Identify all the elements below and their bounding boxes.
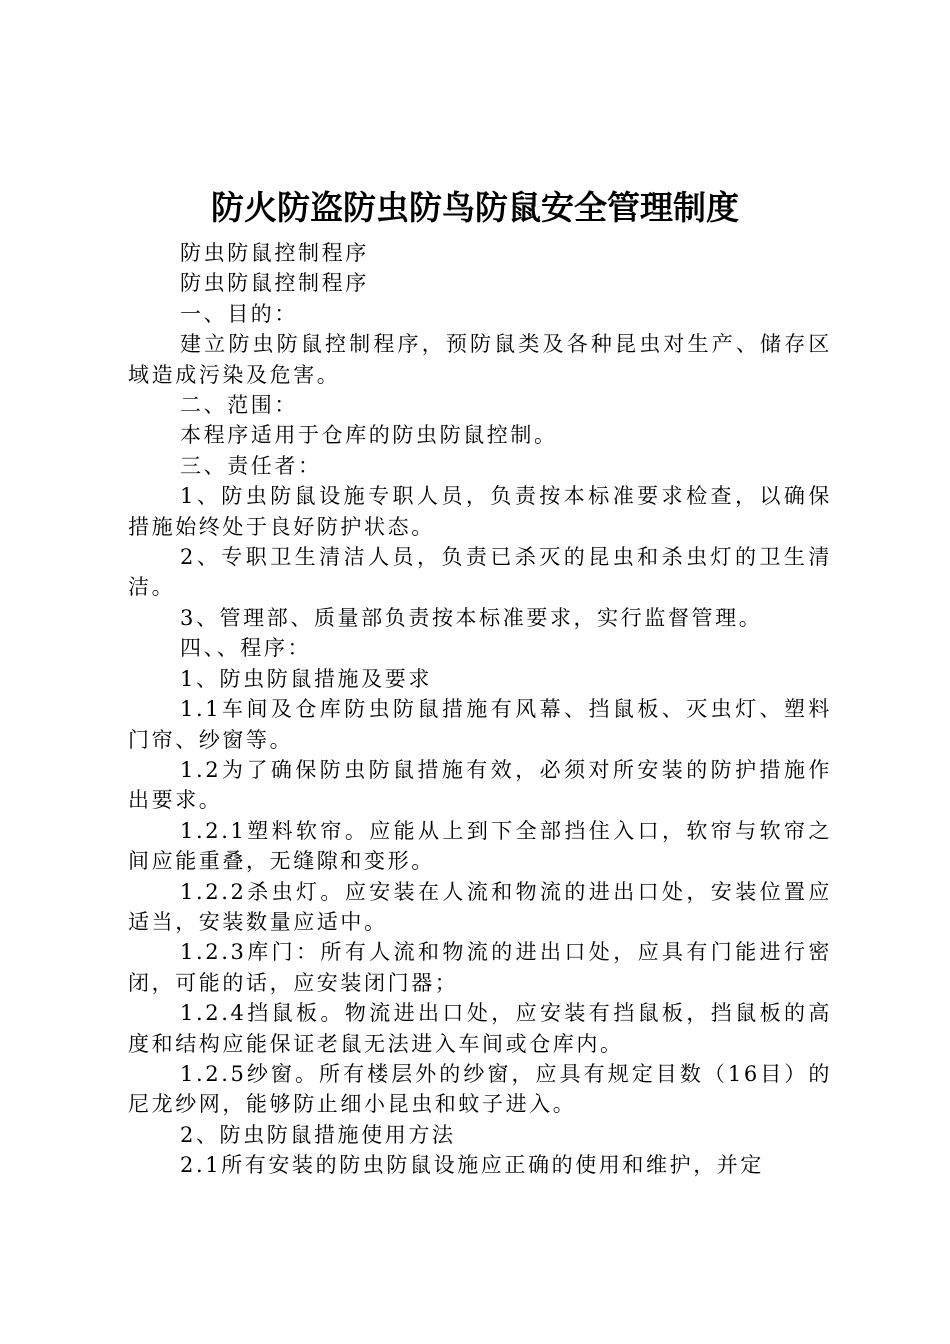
procedure-item-1-2-4: 1.2.4挡鼠板。物流进出口处，应安装有挡鼠板，挡鼠板的高度和结构应能保证老鼠无法进入车间或仓库内。 (128, 1001, 832, 1056)
procedure-item-1-2: 1.2为了确保防虫防鼠措施有效，必须对所安装的防护措施作出要求。 (128, 757, 832, 813)
section-scope-heading: 二、范围： (180, 393, 298, 418)
procedure-item-1-2-5: 1.2.5纱窗。所有楼层外的纱窗，应具有规定目数（16目）的尼龙纱网，能够防止细小昆虫和蚊子进入。 (128, 1061, 832, 1117)
section-procedure-heading: 四、、程序： (180, 636, 312, 661)
procedure-item-2: 2、防虫防鼠措施使用方法 (180, 1122, 456, 1147)
procedure-item-2-1: 2.1所有安装的防虫防鼠设施应正确的使用和维护，并定 (180, 1153, 764, 1178)
procedure-item-1-1: 1.1车间及仓库防虫防鼠措施有风幕、挡鼠板、灭虫灯、塑料门帘、纱窗等。 (128, 697, 832, 752)
section-purpose-heading: 一、目的： (180, 301, 298, 326)
section-purpose-text: 建立防虫防鼠控制程序，预防鼠类及各种昆虫对生产、储存区域造成污染及危害。 (128, 332, 832, 387)
responsible-item-3: 3、管理部、质量部负责按本标准要求，实行监督管理。 (180, 605, 763, 630)
section-scope-text: 本程序适用于仓库的防虫防鼠控制。 (180, 423, 558, 448)
section-responsible-heading: 三、责任者： (180, 453, 322, 478)
procedure-item-1-2-3: 1.2.3库门：所有人流和物流的进出口处，应具有门能进行密闭，可能的话，应安装闭门器； (128, 940, 832, 995)
document-title: 防火防盗防虫防鸟防鼠安全管理制度 (211, 188, 739, 227)
document-body (128, 238, 832, 1181)
paragraph-heading-1: 防虫防鼠控制程序 (180, 241, 369, 265)
procedure-item-1-2-2: 1.2.2杀虫灯。应安装在人流和物流的进出口处，安装位置应适当，安装数量应适中。 (128, 879, 832, 934)
responsible-item-1: 1、防虫防鼠设施专职人员，负责按本标准要求检查，以确保措施始终处于良好防护状态。 (128, 484, 832, 539)
paragraph-heading-2: 防虫防鼠控制程序 (180, 271, 369, 296)
procedure-item-1: 1、防虫防鼠措施及要求 (180, 666, 432, 691)
procedure-item-1-2-1: 1.2.1塑料软帘。应能从上到下全部挡住入口，软帘与软帘之间应能重叠，无缝隙和变形。 (128, 818, 832, 874)
responsible-item-2: 2、专职卫生清洁人员，负责已杀灭的昆虫和杀虫灯的卫生清洁。 (128, 545, 832, 600)
